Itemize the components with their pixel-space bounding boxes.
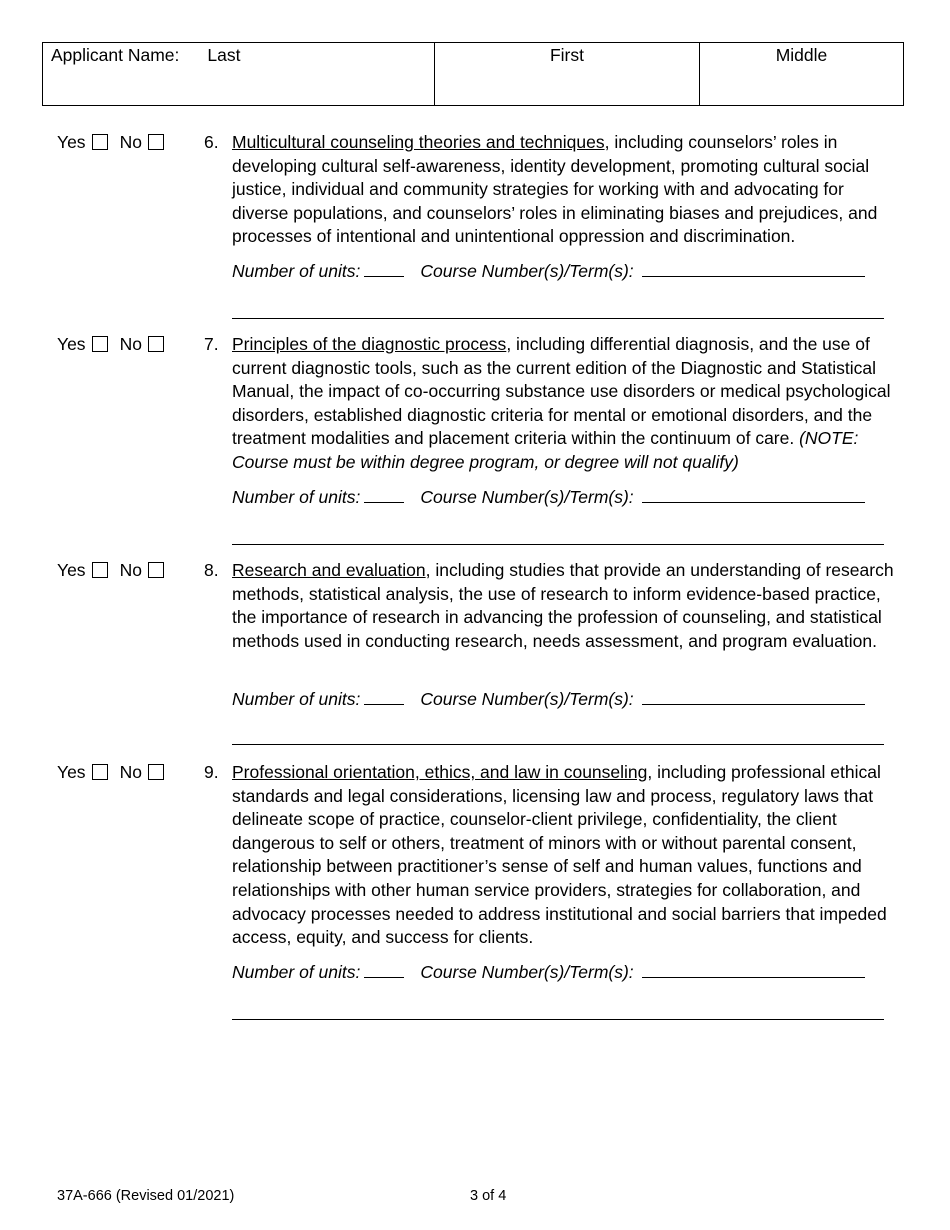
no-checkbox[interactable] bbox=[148, 134, 164, 150]
units-label: Number of units: bbox=[232, 261, 361, 281]
course-continuation-line[interactable] bbox=[232, 544, 884, 545]
course-input[interactable] bbox=[642, 960, 865, 978]
item-text: , including differential diagnosis, and the use of current diagnostic tools, such as the current edition of the Diagnostic and Statistical Manual, the impact of co-occurring substance use disorders or medical psychological disorders, established diagnostic criteria for mental or emotional disorders, and the treatment modalities and placement criteria within the continuum of care. bbox=[232, 334, 891, 449]
item-text: , including professional ethical standards and legal considerations, licensing law and process, regulatory laws that delineate scope of practice, counselor-client privilege, confidentiality, the client dangerous to self or others, treatment of minors with or without parental consent, relationship between practitioner’s sense of self and human values, functions and relationships with other human service providers, strategies for collaboration, and advocacy processes needed to address institutional and social barriers that impeded access, equity, and success for clients. bbox=[232, 762, 887, 948]
yes-label: Yes bbox=[57, 334, 86, 354]
last-name-label: Last bbox=[207, 45, 241, 65]
units-label: Number of units: bbox=[232, 689, 361, 709]
no-label: No bbox=[119, 762, 142, 782]
course-input[interactable] bbox=[642, 687, 865, 705]
last-name-cell[interactable] bbox=[43, 43, 434, 105]
units-course-line bbox=[232, 960, 865, 983]
page-number: 3 of 4 bbox=[470, 1188, 507, 1204]
item-number: 9. bbox=[204, 762, 219, 782]
item-title: Research and evaluation bbox=[232, 560, 426, 580]
no-checkbox[interactable] bbox=[148, 336, 164, 352]
item-text: , including counselors’ roles in developing cultural self-awareness, identity development, promoting cultural social justice, individual and community strategies for working with and advocating for diverse populations, and counselors’ roles in eliminating biases and prejudices, and processes of intentional and unintentional oppression and discrimination. bbox=[232, 132, 878, 247]
course-input[interactable] bbox=[642, 259, 865, 277]
units-course-line bbox=[232, 485, 865, 508]
yes-no-group bbox=[57, 131, 164, 155]
form-id: 37A-666 (Revised 01/2021) bbox=[57, 1188, 235, 1204]
yes-label: Yes bbox=[57, 762, 86, 782]
item-description bbox=[232, 131, 904, 249]
no-label: No bbox=[119, 334, 142, 354]
units-course-line bbox=[232, 259, 865, 282]
first-name-cell[interactable] bbox=[434, 43, 699, 105]
units-input[interactable] bbox=[364, 960, 404, 978]
yes-checkbox[interactable] bbox=[92, 764, 108, 780]
units-input[interactable] bbox=[364, 687, 404, 705]
course-continuation-line[interactable] bbox=[232, 1019, 884, 1020]
yes-checkbox[interactable] bbox=[92, 336, 108, 352]
item-number: 6. bbox=[204, 132, 219, 152]
no-label: No bbox=[119, 132, 142, 152]
yes-label: Yes bbox=[57, 132, 86, 152]
applicant-name-label: Applicant Name: bbox=[51, 45, 180, 65]
item-note: (NOTE: Course must be within degree program, or degree will not qualify) bbox=[232, 428, 859, 472]
units-input[interactable] bbox=[364, 259, 404, 277]
item-description bbox=[232, 559, 904, 653]
units-label: Number of units: bbox=[232, 487, 361, 507]
item-number: 7. bbox=[204, 334, 219, 354]
course-label: Course Number(s)/Term(s): bbox=[420, 689, 634, 709]
yes-label: Yes bbox=[57, 560, 86, 580]
item-title: Principles of the diagnostic process bbox=[232, 334, 507, 354]
item-number: 8. bbox=[204, 560, 219, 580]
first-name-label: First bbox=[549, 45, 585, 65]
item-description bbox=[232, 761, 904, 950]
units-course-line bbox=[232, 687, 865, 710]
yes-no-group bbox=[57, 333, 164, 357]
item-title: Multicultural counseling theories and techniques bbox=[232, 132, 605, 152]
no-checkbox[interactable] bbox=[148, 562, 164, 578]
yes-checkbox[interactable] bbox=[92, 134, 108, 150]
yes-no-group bbox=[57, 761, 164, 785]
course-label: Course Number(s)/Term(s): bbox=[420, 261, 634, 281]
yes-checkbox[interactable] bbox=[92, 562, 108, 578]
item-text: , including studies that provide an understanding of research methods, statistical analysis, the use of research to inform evidence-based practice, the importance of research in advancing the profession of counseling, and statistical methods used in conducting research, needs assessment, and program evaluation. bbox=[232, 560, 894, 651]
units-label: Number of units: bbox=[232, 962, 361, 982]
item-description bbox=[232, 333, 904, 475]
units-input[interactable] bbox=[364, 485, 404, 503]
item-title: Professional orientation, ethics, and law in counseling bbox=[232, 762, 648, 782]
applicant-name-table bbox=[42, 42, 904, 106]
middle-name-label: Middle bbox=[775, 45, 828, 65]
course-continuation-line[interactable] bbox=[232, 318, 884, 319]
course-label: Course Number(s)/Term(s): bbox=[420, 962, 634, 982]
no-label: No bbox=[119, 560, 142, 580]
course-continuation-line[interactable] bbox=[232, 744, 884, 745]
no-checkbox[interactable] bbox=[148, 764, 164, 780]
yes-no-group bbox=[57, 559, 164, 583]
course-label: Course Number(s)/Term(s): bbox=[420, 487, 634, 507]
middle-name-cell[interactable] bbox=[699, 43, 903, 105]
course-input[interactable] bbox=[642, 485, 865, 503]
